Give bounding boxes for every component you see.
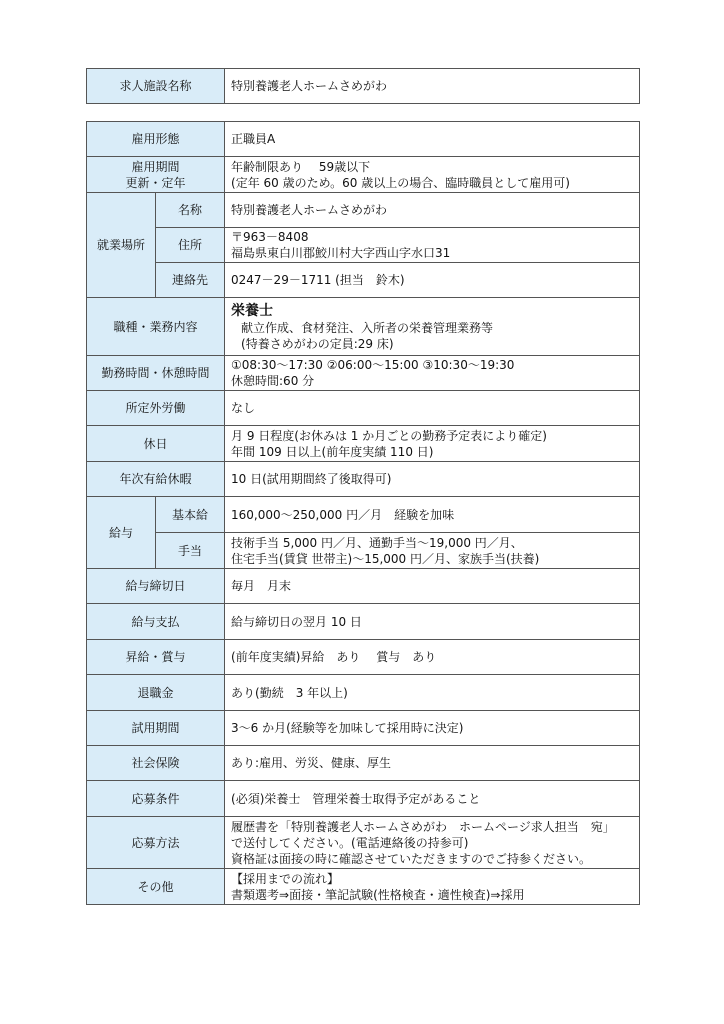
salary-allowance-line-1: 技術手当 5,000 円／月、通勤手当～19,000 円／月、 <box>231 535 523 550</box>
period-label-1: 雇用期間 <box>131 159 180 174</box>
salary-base: 160,000～250,000 円／月 経験を加味 <box>225 497 640 533</box>
retirement-label: 退職金 <box>87 675 225 711</box>
payday-value: 給与締切日の翌月 10 日 <box>225 604 640 640</box>
workplace-address-label: 住所 <box>156 228 225 263</box>
facility-value: 特別養護老人ホームさめがわ <box>225 69 640 104</box>
retirement-value: あり(勤続 3 年以上) <box>225 675 640 711</box>
cutoff-label: 給与締切日 <box>87 569 225 604</box>
period-line-1: 年齢制限あり 59歳以下 <box>231 159 371 174</box>
paid-leave-value: 10 日(試用期間終了後取得可) <box>225 462 640 497</box>
job-title: 栄養士 <box>231 302 274 319</box>
workplace-label: 就業場所 <box>87 193 156 298</box>
other-line-1: 【採用までの流れ】 <box>231 871 340 886</box>
employment-type-value: 正職員A <box>225 122 640 157</box>
raise-label: 昇給・賞与 <box>87 640 225 675</box>
workplace-address <box>225 228 640 263</box>
trial-value: 3～6 か月(経験等を加味して採用時に決定) <box>225 711 640 746</box>
overtime-value: なし <box>225 391 640 426</box>
raise-value: (前年度実績)昇給 あり 賞与 あり <box>225 640 640 675</box>
insurance-label: 社会保険 <box>87 746 225 781</box>
period-label <box>87 157 225 193</box>
period-label-2: 更新・定年 <box>125 175 186 190</box>
salary-allowance <box>225 533 640 569</box>
hours-line-2: 休憩時間:60 分 <box>231 374 315 388</box>
hours-label: 勤務時間・休憩時間 <box>87 356 225 391</box>
workplace-contact-label: 連絡先 <box>156 263 225 298</box>
workplace-zip: 〒963－8408 <box>231 230 309 244</box>
salary-label: 給与 <box>87 497 156 569</box>
period-line-2: (定年 60 歳のため。60 歳以上の場合、臨時職員として雇用可) <box>231 175 570 190</box>
period-value <box>225 157 640 193</box>
facility-table <box>86 68 640 104</box>
job-value <box>225 298 640 356</box>
overtime-label: 所定外労働 <box>87 391 225 426</box>
holidays-line-1: 月 9 日程度(お休みは 1 か月ごとの勤務予定表により確定) <box>231 428 547 443</box>
other-value <box>225 869 640 905</box>
workplace-name-label: 名称 <box>156 193 225 228</box>
job-details-table <box>86 121 640 905</box>
employment-type-label: 雇用形態 <box>87 122 225 157</box>
holidays-value <box>225 426 640 462</box>
cutoff-value: 毎月 月末 <box>225 569 640 604</box>
trial-label: 試用期間 <box>87 711 225 746</box>
apply-value <box>225 817 640 869</box>
requirements-value: (必須)栄養士 管理栄養士取得予定があること <box>225 781 640 817</box>
hours-value <box>225 356 640 391</box>
salary-allowance-label: 手当 <box>156 533 225 569</box>
apply-label: 応募方法 <box>87 817 225 869</box>
job-line-2: (特養さめがわの定員:29 床) <box>241 336 394 351</box>
holidays-label: 休日 <box>87 426 225 462</box>
job-label: 職種・業務内容 <box>87 298 225 356</box>
paid-leave-label: 年次有給休暇 <box>87 462 225 497</box>
apply-line-3: 資格証は面接の時に確認させていただきますのでご持参ください。 <box>231 851 592 866</box>
apply-line-1: 履歴書を「特別養護老人ホームさめがわ ホームページ求人担当 宛」 <box>231 819 615 834</box>
apply-line-2: で送付してください。(電話連絡後の持参可) <box>231 835 469 850</box>
workplace-contact: 0247－29－1711 (担当 鈴木) <box>225 263 640 298</box>
facility-label: 求人施設名称 <box>87 69 225 104</box>
workplace-address-line: 福島県東白川郡鮫川村大字西山字水口31 <box>231 246 451 260</box>
salary-allowance-line-2: 住宅手当(賃貸 世帯主)～15,000 円／月、家族手当(扶養) <box>231 551 540 566</box>
insurance-value: あり:雇用、労災、健康、厚生 <box>225 746 640 781</box>
other-label: その他 <box>87 869 225 905</box>
requirements-label: 応募条件 <box>87 781 225 817</box>
job-line-1: 献立作成、食材発注、入所者の栄養管理業務等 <box>241 320 494 335</box>
salary-base-label: 基本給 <box>156 497 225 533</box>
hours-line-1: ①08:30～17:30 ②06:00～15:00 ③10:30～19:30 <box>231 358 515 372</box>
payday-label: 給与支払 <box>87 604 225 640</box>
workplace-name: 特別養護老人ホームさめがわ <box>225 193 640 228</box>
holidays-line-2: 年間 109 日以上(前年度実績 110 日) <box>231 444 434 459</box>
other-line-2: 書類選考⇒面接・筆記試験(性格検査・適性検査)⇒採用 <box>231 887 525 902</box>
